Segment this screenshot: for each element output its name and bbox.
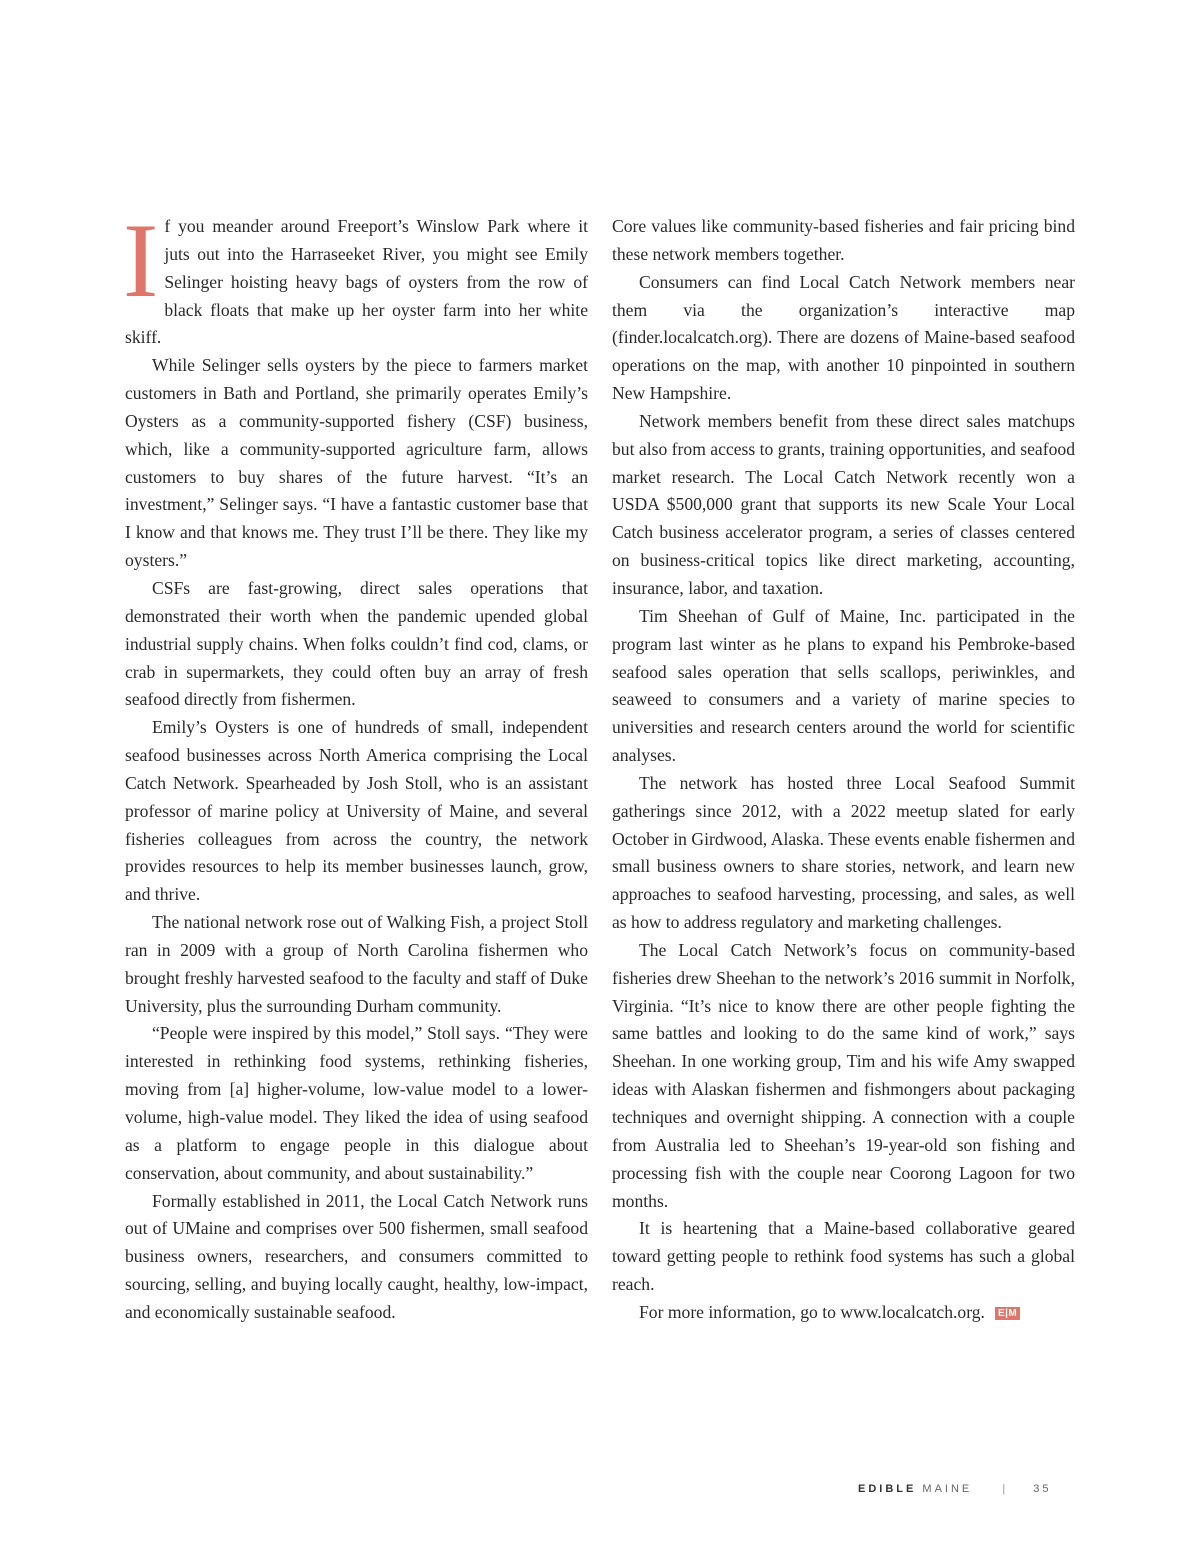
paragraph: Core values like community-based fisheries and fair pricing bind these network members together. (612, 216, 1075, 264)
paragraph: Tim Sheehan of Gulf of Maine, Inc. participated in the program last winter as he plans to expand his Pembroke-based seafood sales operation that sells scallops, periwinkles, and seaweed to consumers and a variety of marine species to universities and research centers around the world for scientific analyses. (612, 605, 1075, 766)
paragraph-intro (123, 202, 588, 352)
drop-cap: I (123, 202, 159, 319)
paragraph: Emily’s Oysters is one of hundreds of small, independent seafood businesses across North America comprising the Local Catch Network. Spearheaded by Josh Stoll, who is an assistant professor of marine policy at University of Maine, and several fisheries colleagues from across the country, the network provides resources to help its member businesses launch, grow, and thrive. (125, 717, 588, 905)
footer-brand: EDIBLE (858, 1483, 917, 1495)
edible-maine-end-mark-icon: E|M (995, 1307, 1020, 1320)
paragraph: The Local Catch Network’s focus on community-based fisheries drew Sheehan to the network’s 2016 summit in Norfolk, Virginia. “It’s nice to know there are other people fighting the same battles and looking to do the same kind of work,” says Sheehan. In one working group, Tim and his wife Amy swapped ideas with Alaskan fishermen and fishmongers about packaging techniques and overnight shipping. A connection with a couple from Australia led to Sheehan’s 19-year-old son fishing and processing fish with the couple near Coorong Lagoon for two months. (612, 939, 1075, 1211)
paragraph: The national network rose out of Walking Fish, a project Stoll ran in 2009 with a group of North Carolina fishermen who brought freshly harvested seafood to the faculty and staff of Duke University, plus the surrounding Durham community. (125, 912, 588, 1016)
footer-separator: | (1002, 1483, 1006, 1495)
footer-brand-sub: MAINE (922, 1483, 973, 1495)
more-info-text: For more information, go to www.localcatch.org. (639, 1301, 985, 1322)
paragraph-final (612, 1299, 1075, 1327)
paragraph: Network members benefit from these direct sales matchups but also from access to grants, training opportunities, and seafood market research. The Local Catch Network recently won a USDA $500,000 grant that supports its new Scale Your Local Catch business accelerator program, a series of classes centered on business-critical topics like direct marketing, accounting, insurance, labor, and taxation. (612, 410, 1075, 598)
paragraph-intro-text: f you meander around Freeport’s Winslow Park where it juts out into the Harraseeket River, you might see Emily Selinger hoisting heavy bags of oysters from the row of black floats that make up her oyster farm into her white skiff. (125, 216, 588, 348)
page-number: 35 (1033, 1483, 1052, 1495)
paragraph: “People were inspired by this model,” Stoll says. “They were interested in rethinking food systems, rethinking fisheries, moving from [a] higher-volume, low-value model to a lower-volume, high-value model. They liked the idea of using seafood as a platform to engage people in this dialogue about conservation, about community, and about sustainability.” (125, 1023, 588, 1183)
paragraph: It is heartening that a Maine-based collaborative geared toward getting people to rethink food systems has such a global reach. (612, 1218, 1075, 1295)
article-column-left (123, 202, 588, 1327)
paragraph: Consumers can find Local Catch Network members near them via the organization’s interactive map (finder.localcatch.org). There are dozens of Maine-based seafood operations on the map, with another 10 pinpointed in southern New Hampshire. (612, 271, 1075, 404)
page-footer (858, 1483, 1051, 1495)
paragraph: CSFs are fast-growing, direct sales operations that demonstrated their worth when the pandemic upended global industrial supply chains. When folks couldn’t find cod, clams, or crab in supermarkets, they could often buy an array of fresh seafood directly from fishermen. (125, 577, 588, 710)
paragraph: While Selinger sells oysters by the piece to farmers market customers in Bath and Portland, she primarily operates Emily’s Oysters as a community-supported fishery (CSF) business, which, like a community-supported agriculture farm, allows customers to buy shares of the future harvest. “It’s an investment,” Selinger says. “I have a fantastic customer base that I know and that knows me. They trust I’ll be there. They like my oysters.” (125, 355, 588, 571)
paragraph: The network has hosted three Local Seafood Summit gatherings since 2012, with a 2022 meetup slated for early October in Girdwood, Alaska. These events enable fishermen and small business owners to share stories, network, and learn new approaches to seafood harvesting, processing, and sales, as well as how to address regulatory and marketing challenges. (612, 772, 1075, 933)
paragraph: Formally established in 2011, the Local Catch Network runs out of UMaine and comprises over 500 fishermen, small seafood business owners, researchers, and consumers committed to sourcing, selling, and buying locally caught, healthy, low-impact, and economically sustainable seafood. (125, 1190, 588, 1322)
article-column-right (612, 213, 1075, 1327)
